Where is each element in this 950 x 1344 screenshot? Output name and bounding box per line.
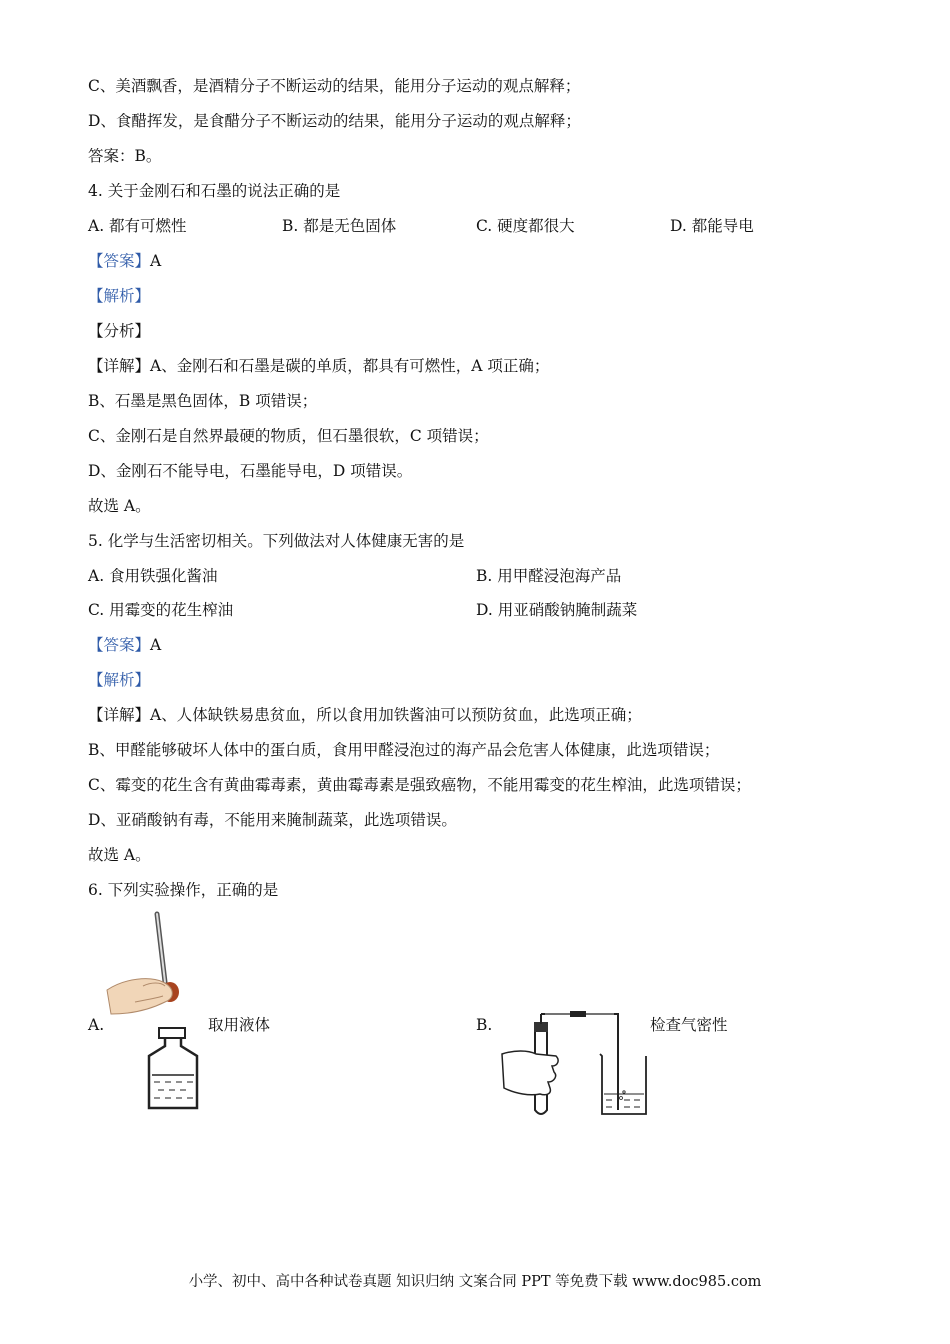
q4-detail-2: B、石墨是黑色固体，B 项错误； xyxy=(88,392,318,410)
text-line: D、食醋挥发，是食醋分子不断运动的结果，能用分子运动的观点解释； xyxy=(88,112,581,130)
q4-option-a: A. 都有可燃性 xyxy=(88,217,187,235)
question-6-title: 6. 下列实验操作，正确的是 xyxy=(88,881,279,899)
answer-tag: 【答案】 xyxy=(88,252,151,270)
q6-option-a-caption: 取用液体 xyxy=(208,1016,271,1034)
detail-tag: 【详解】 xyxy=(88,357,151,375)
airtightness-check-illustration xyxy=(500,1010,660,1120)
answer-tag: 【答案】 xyxy=(88,636,151,654)
q4-detail-3: C、金刚石是自然界最硬的物质，但石墨很软，C 项错误； xyxy=(88,427,489,445)
beaker-icon xyxy=(600,1054,646,1114)
question-5-title: 5. 化学与生活密切相关。下列做法对人体健康无害的是 xyxy=(88,532,465,550)
q5-detail-4: D、亚硝酸钠有毒，不能用来腌制蔬菜，此选项错误。 xyxy=(88,811,457,829)
q4-fenxi-tag: 【分析】 xyxy=(88,322,151,340)
answer-value: A xyxy=(150,252,162,270)
q4-option-b: B. 都是无色固体 xyxy=(282,217,397,235)
q5-answer xyxy=(88,635,161,655)
q5-option-c: C. 用霉变的花生榨油 xyxy=(88,601,234,619)
q4-answer xyxy=(88,251,161,271)
q4-analysis-tag: 【解析】 xyxy=(88,287,151,305)
question-4-title: 4. 关于金刚石和石墨的说法正确的是 xyxy=(88,182,341,200)
q4-conclusion: 故选 A。 xyxy=(88,497,151,515)
q4-option-c: C. 硬度都很大 xyxy=(476,217,575,235)
q5-conclusion: 故选 A。 xyxy=(88,846,151,864)
page-footer: 小学、初中、高中各种试卷真题 知识归纳 文案合同 PPT 等免费下载 www.doc985.com xyxy=(188,1274,762,1290)
q6-option-a-letter: A. xyxy=(88,1016,105,1034)
text-line: C、美酒飘香，是酒精分子不断运动的结果，能用分子运动的观点解释； xyxy=(88,77,581,95)
detail-text: A、金刚石和石墨是碳的单质，都具有可燃性，A 项正确； xyxy=(150,357,550,375)
answer-line: 答案：B。 xyxy=(88,147,162,165)
hand-icon xyxy=(107,979,172,1014)
q5-detail-3: C、霉变的花生含有黄曲霉毒素，黄曲霉毒素是强致癌物，不能用霉变的花生榨油，此选项错误； xyxy=(88,776,751,794)
q5-analysis-tag: 【解析】 xyxy=(88,671,151,689)
q6-option-b-caption: 检查气密性 xyxy=(650,1016,728,1034)
hand-icon xyxy=(502,1051,558,1095)
q5-detail-1 xyxy=(88,705,642,725)
q5-option-a: A. 食用铁强化酱油 xyxy=(88,567,218,585)
detail-tag: 【详解】 xyxy=(88,706,151,724)
reagent-bottle-icon xyxy=(149,1028,197,1108)
answer-value: A xyxy=(150,636,162,654)
q5-detail-2: B、甲醛能够破坏人体中的蛋白质，食用甲醛浸泡过的海产品会危害人体健康，此选项错误； xyxy=(88,741,720,759)
q4-option-d: D. 都能导电 xyxy=(670,217,754,235)
q6-option-b-letter: B. xyxy=(476,1016,493,1034)
q4-detail-4: D、金刚石不能导电，石墨能导电，D 项错误。 xyxy=(88,462,413,480)
q5-option-d: D. 用亚硝酸钠腌制蔬菜 xyxy=(476,601,638,619)
q5-option-b: B. 用甲醛浸泡海产品 xyxy=(476,567,622,585)
detail-text: A、人体缺铁易患贫血，所以食用加铁酱油可以预防贫血，此选项正确； xyxy=(150,706,642,724)
dropper-bottle-illustration xyxy=(105,910,215,1115)
q4-detail-1 xyxy=(88,356,549,376)
